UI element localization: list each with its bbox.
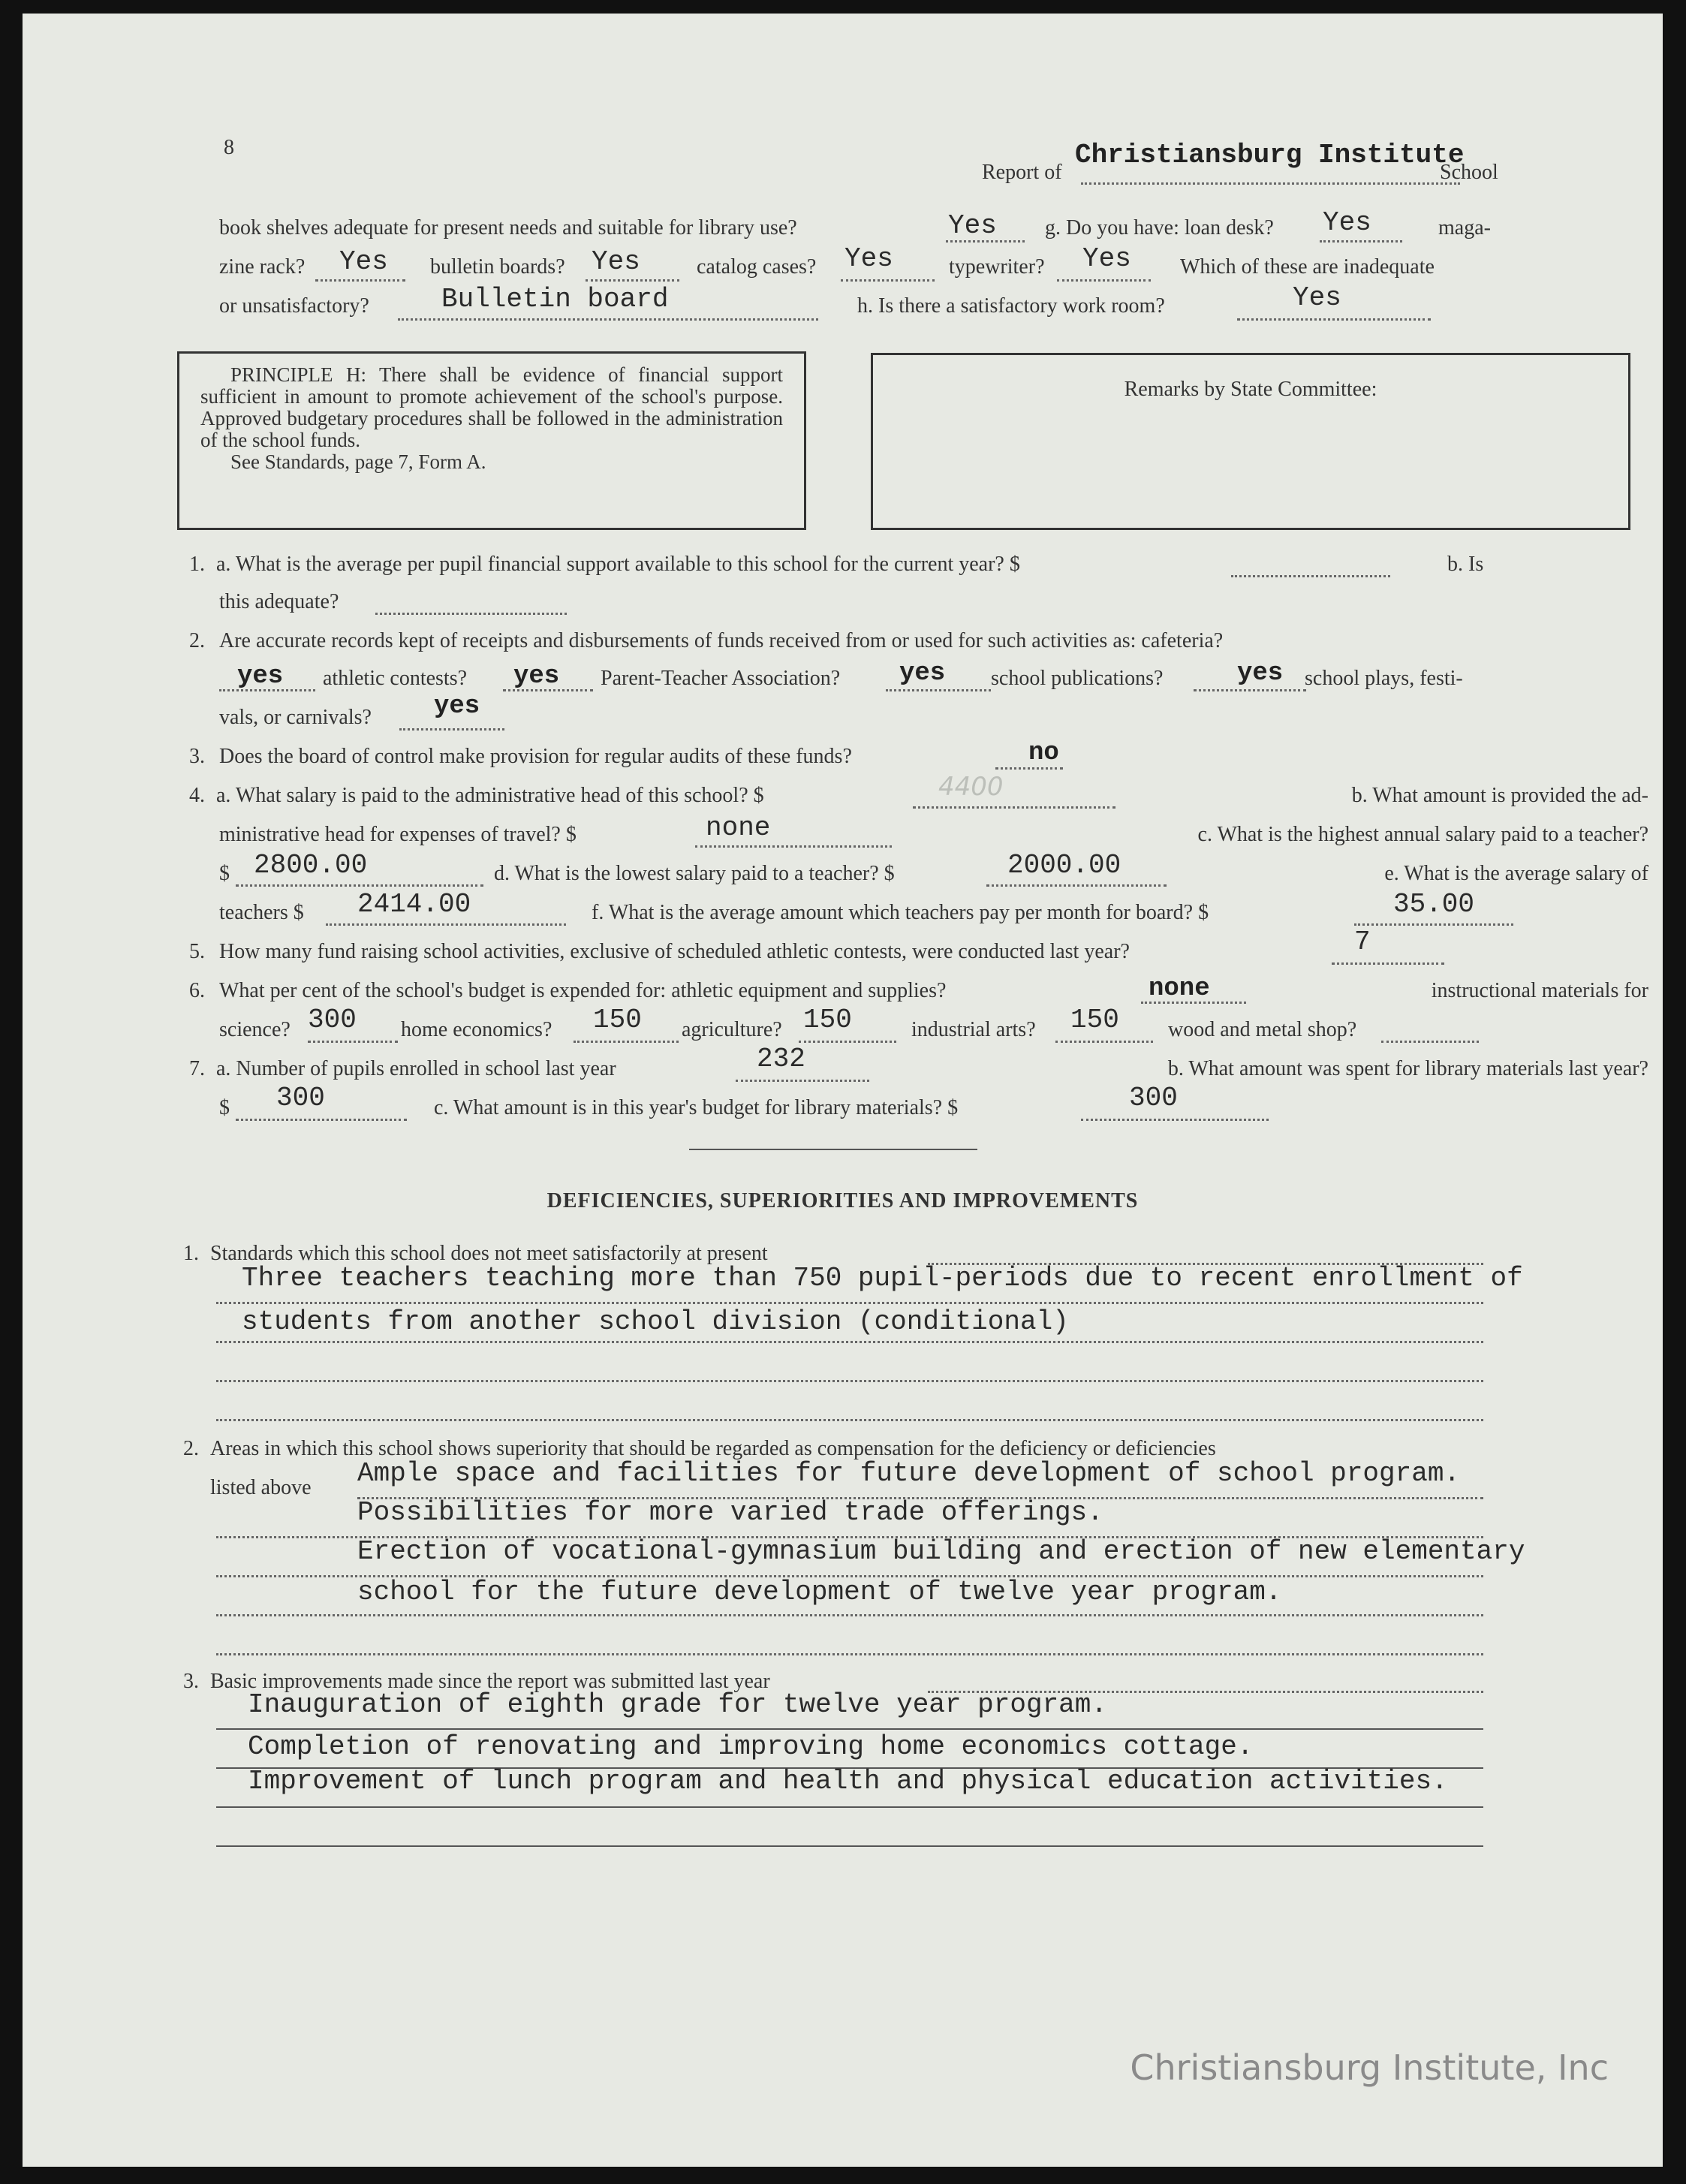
blank-line (736, 1080, 869, 1082)
q4f-text: f. What is the average amount which teachers pay per month for board? $ (592, 901, 1209, 924)
library-last-answer: 300 (276, 1083, 325, 1113)
industrial-answer: 150 (1070, 1005, 1119, 1035)
publications-answer: yes (1237, 659, 1284, 688)
carnivals-label: vals, or carnivals? (219, 706, 372, 729)
s2-line-4: school for the future development of twelve year program. (357, 1577, 1282, 1607)
remarks-label: Remarks by State Committee: (1124, 378, 1377, 401)
zine-rack-label: zine rack? (219, 255, 306, 279)
teachers-label: teachers $ (219, 901, 304, 924)
maga-label: maga- (1438, 216, 1491, 239)
blank-line (886, 689, 991, 691)
s2-line-1: Ample space and facilities for future development of school program. (357, 1458, 1461, 1489)
q2-text: Are accurate records kept of receipts and disbursements of funds received from or used for such activities as: cafeteria? (219, 629, 1224, 652)
dollar-sign-2: $ (219, 1096, 230, 1119)
blank-line (375, 613, 567, 615)
blank-line (236, 884, 483, 887)
blank-line (315, 279, 405, 282)
travel-answer: none (706, 812, 771, 843)
s2-num: 2. (183, 1437, 199, 1460)
school-label: School (1440, 161, 1498, 184)
blank-line (695, 845, 892, 848)
q1b-text: b. Is (1447, 553, 1484, 576)
q7c-text: c. What amount is in this year's budget for library materials? $ (434, 1096, 959, 1119)
q4d-text: d. What is the lowest salary paid to a teacher? $ (494, 862, 895, 885)
q4b-text: b. What amount is provided the ad- (1351, 784, 1648, 807)
answer-line (216, 1806, 1483, 1808)
s1-line-2: students from another school division (conditional) (242, 1306, 1069, 1337)
q7-num: 7. (189, 1057, 205, 1080)
q5-num: 5. (189, 940, 205, 963)
q4-num: 4. (189, 784, 205, 807)
q3-text: Does the board of control make provision for regular audits of these funds? (219, 745, 852, 768)
board-answer: 35.00 (1393, 889, 1475, 920)
agriculture-answer: 150 (803, 1005, 852, 1035)
q4a-text: a. What salary is paid to the administrative head of this school? $ (216, 784, 764, 807)
q6-num: 6. (189, 979, 205, 1002)
lowest-salary-answer: 2000.00 (1007, 850, 1121, 881)
s2-line-3: Erection of vocational-gymnasium building and erection of new elementary (357, 1536, 1525, 1567)
average-salary-answer: 2414.00 (357, 889, 471, 920)
unsatisfactory-label: or unsatisfactory? (219, 294, 369, 318)
typewriter-label: typewriter? (949, 255, 1045, 279)
blank-line (1194, 689, 1306, 691)
principle-box (177, 351, 806, 530)
blank-line (995, 767, 1063, 770)
blank-line (308, 1041, 398, 1043)
athletic-answer: yes (513, 662, 560, 691)
blank-line (574, 1041, 679, 1043)
s3-num: 3. (183, 1670, 199, 1693)
science-label: science? (219, 1018, 291, 1041)
blank-line (326, 923, 566, 926)
library-budget-answer: 300 (1129, 1083, 1178, 1113)
bulletin-boards-label: bulletin boards? (430, 255, 565, 279)
q1b-cont: this adequate? (219, 590, 339, 613)
blank-line (986, 884, 1167, 887)
s1-line-1: Three teachers teaching more than 750 pupil-periods due to recent enrollment of (242, 1263, 1523, 1294)
which-inadequate-label: Which of these are inadequate (1180, 255, 1435, 279)
q3-num: 3. (189, 745, 205, 768)
blank-line (1055, 1041, 1153, 1043)
q1-num: 1. (189, 553, 205, 576)
magazine-rack-answer: Yes (339, 246, 388, 277)
deficiencies-heading: DEFICIENCIES, SUPERIORITIES AND IMPROVEMENTS (546, 1189, 1139, 1212)
pta-label: Parent-Teacher Association? (601, 667, 841, 690)
blank-line (1381, 1041, 1479, 1043)
blank-line (1354, 923, 1513, 926)
highest-salary-answer: 2800.00 (254, 850, 368, 881)
answer-line (216, 1845, 1483, 1847)
athletic-equipment-answer: none (1149, 975, 1210, 1003)
page-number: 8 (224, 136, 234, 159)
q5-text: How many fund raising school activities, exclusive of scheduled athletic contests, were conducted last year? (219, 940, 1130, 963)
section-divider (689, 1149, 977, 1150)
pupils-answer: 232 (757, 1044, 805, 1074)
school-name: Christiansburg Institute (1075, 140, 1465, 170)
q6-text: What per cent of the school's budget is expended for: athletic equipment and supplies? (219, 979, 947, 1002)
blank-line (216, 1653, 1483, 1655)
blank-line (1231, 575, 1390, 577)
blank-line (399, 728, 504, 731)
blank-line (1057, 279, 1151, 282)
catalog-cases-answer: Yes (845, 243, 893, 274)
instructional-label: instructional materials for (1431, 979, 1648, 1002)
audits-answer: no (1028, 739, 1059, 767)
agriculture-label: agriculture? (682, 1018, 782, 1041)
school-name-line (1081, 182, 1460, 185)
principle-text: PRINCIPLE H: There shall be evidence of financial support sufficient in amount to promote achievement of the school's purpose. Approved budgetary procedures shall be followed in the administration of the school funds. (200, 363, 783, 451)
home-ec-label: home economics? (401, 1018, 552, 1041)
loan-desk-answer: Yes (1323, 207, 1371, 238)
science-answer: 300 (308, 1005, 357, 1035)
s2-listed-above: listed above (210, 1476, 312, 1499)
athletic-label: athletic contests? (323, 667, 468, 690)
h-question: h. Is there a satisfactory work room? (857, 294, 1165, 318)
q4a-pencil-answer: 4400 (938, 772, 1004, 802)
inadequate-answer: Bulletin board (441, 284, 669, 315)
publications-label: school publications? (991, 667, 1164, 690)
blank-line (216, 1302, 1483, 1304)
q4b-cont: ministrative head for expenses of travel? $ (219, 823, 577, 846)
blank-line (1320, 240, 1402, 242)
watermark: Christiansburg Institute, Inc (1130, 2047, 1609, 2088)
blank-line (913, 806, 1115, 809)
pta-answer: yes (899, 659, 946, 688)
q2-num: 2. (189, 629, 205, 652)
blank-line (236, 1119, 407, 1121)
shelves-answer: Yes (948, 210, 997, 241)
carnivals-answer: yes (434, 692, 480, 721)
q1a-text: a. What is the average per pupil financial support available to this school for the current year? $ (216, 553, 1020, 576)
typewriter-answer: Yes (1082, 243, 1131, 274)
blank-line (799, 1041, 896, 1043)
blank-line (841, 279, 935, 282)
blank-line (216, 1380, 1483, 1382)
blank-line (216, 1614, 1483, 1616)
fund-raising-answer: 7 (1354, 926, 1371, 957)
s1-num: 1. (183, 1242, 199, 1265)
s1-label: Standards which this school does not meet satisfactorily at present (210, 1242, 768, 1265)
s2-line-2: Possibilities for more varied trade offerings. (357, 1497, 1103, 1528)
blank-line (586, 279, 679, 282)
plays-label: school plays, festi- (1305, 667, 1463, 690)
answer-line (216, 1728, 1483, 1730)
blank-line (1081, 1119, 1269, 1121)
library-line1: book shelves adequate for present needs and suitable for library use? (219, 216, 797, 239)
q7b-text: b. What amount was spent for library materials last year? (1167, 1057, 1648, 1080)
form-page (23, 14, 1663, 2167)
bulletin-boards-answer: Yes (592, 246, 640, 277)
s2-label: Areas in which this school shows superiority that should be regarded as compensation for the deficiency or deficiencies (210, 1437, 1216, 1460)
remarks-box (871, 353, 1630, 530)
blank-line (398, 318, 818, 321)
blank-line (216, 1341, 1483, 1343)
g-question: g. Do you have: loan desk? (1045, 216, 1274, 239)
wood-metal-label: wood and metal shop? (1168, 1018, 1357, 1041)
q7a-text: a. Number of pupils enrolled in school last year (216, 1057, 616, 1080)
dollar-sign: $ (219, 862, 230, 885)
home-ec-answer: 150 (593, 1005, 642, 1035)
s3-label: Basic improvements made since the report was submitted last year (210, 1670, 770, 1693)
industrial-label: industrial arts? (911, 1018, 1036, 1041)
q4c-text: c. What is the highest annual salary paid to a teacher? (1197, 823, 1648, 846)
q4e-text: e. What is the average salary of (1384, 862, 1648, 885)
s3-line-3: Improvement of lunch program and health and physical education activities. (248, 1766, 1448, 1797)
catalog-cases-label: catalog cases? (697, 255, 817, 279)
s3-line-2: Completion of renovating and improving home economics cottage. (248, 1731, 1254, 1762)
report-of-label: Report of (982, 161, 1062, 184)
blank-line (216, 1419, 1483, 1421)
cafeteria-answer: yes (237, 662, 284, 691)
blank-line (1237, 318, 1431, 321)
blank-line (1332, 962, 1444, 965)
work-room-answer: Yes (1293, 282, 1341, 313)
principle-see: See Standards, page 7, Form A. (230, 450, 486, 473)
s3-line-1: Inauguration of eighth grade for twelve year program. (248, 1689, 1107, 1720)
